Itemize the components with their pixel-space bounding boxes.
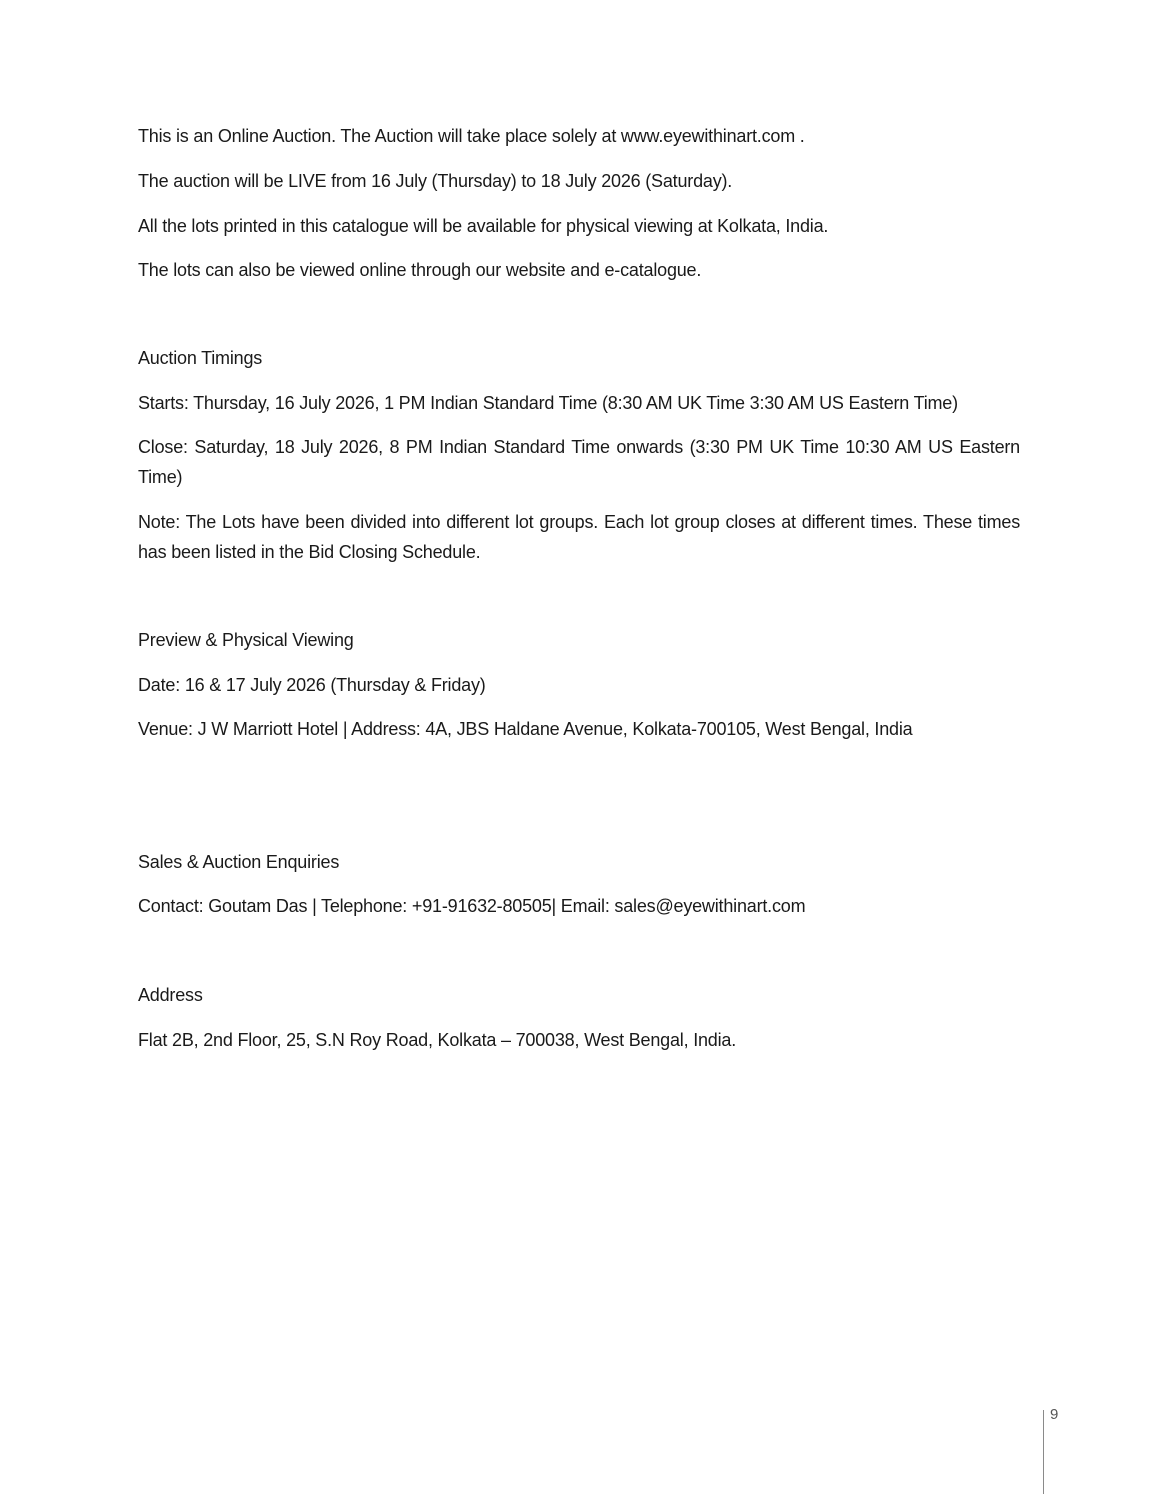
preview-date-line: Date: 16 & 17 July 2026 (Thursday & Friday) — [138, 675, 486, 695]
auction-timings-heading: Auction Timings — [138, 348, 263, 368]
auction-starts-line: Starts: Thursday, 16 July 2026, 1 PM Indian Standard Time (8:30 AM UK Time 3:30 AM US Eastern Time) — [138, 393, 958, 413]
page-number: 9 — [1050, 1406, 1059, 1423]
address-heading: Address — [138, 985, 203, 1005]
intro-online-viewing-line: The lots can also be viewed online through our website and e-catalogue. — [138, 260, 702, 280]
enquiries-contact-line: Contact: Goutam Das | Telephone: +91-91632-80505| Email: sales@eyewithinart.com — [138, 896, 806, 916]
preview-venue-line: Venue: J W Marriott Hotel | Address: 4A, JBS Haldane Avenue, Kolkata-700105, West Bengal, India — [138, 719, 913, 739]
auction-note-paragraph: Note: The Lots have been divided into different lot groups. Each lot group closes at different times. These times has been listed in the Bid Closing Schedule. — [138, 512, 1020, 562]
address-text-line: Flat 2B, 2nd Floor, 25, S.N Roy Road, Kolkata – 700038, West Bengal, India. — [138, 1030, 737, 1050]
intro-live-dates-line: The auction will be LIVE from 16 July (Thursday) to 18 July 2026 (Saturday). — [138, 171, 733, 191]
intro-online-auction-line: This is an Online Auction. The Auction will take place solely at www.eyewithinart.com . — [138, 126, 805, 146]
auction-close-paragraph: Close: Saturday, 18 July 2026, 8 PM Indian Standard Time onwards (3:30 PM UK Time 10:30 AM US Eastern Time) — [138, 437, 1020, 487]
preview-heading: Preview & Physical Viewing — [138, 630, 354, 650]
page-number-divider — [1043, 1410, 1044, 1494]
intro-physical-viewing-line: All the lots printed in this catalogue will be available for physical viewing at Kolkata, India. — [138, 216, 829, 236]
enquiries-heading: Sales & Auction Enquiries — [138, 852, 340, 872]
